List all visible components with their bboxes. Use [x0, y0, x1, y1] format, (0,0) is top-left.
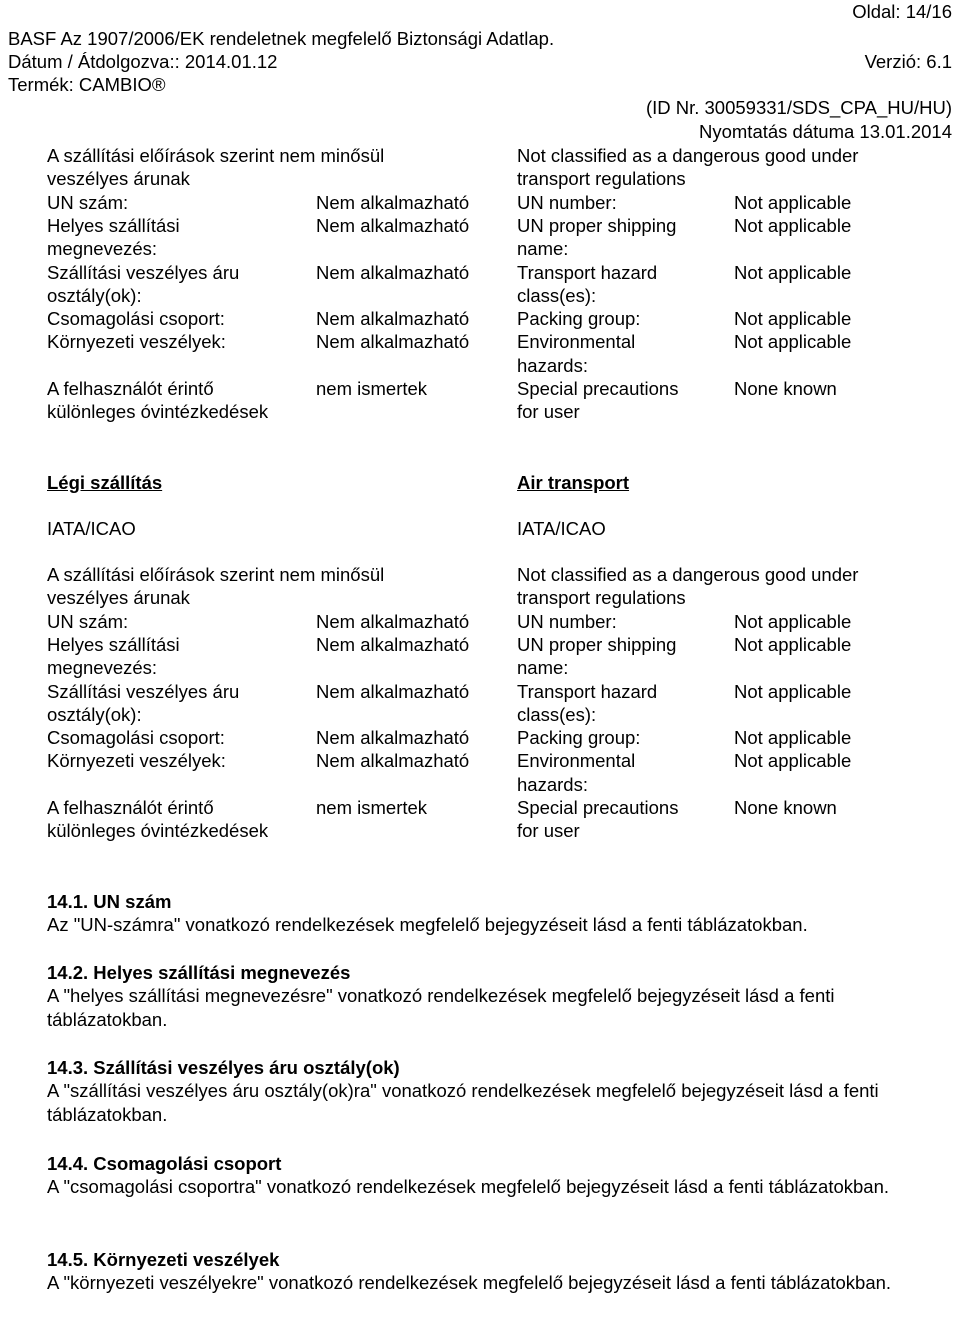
row-label-en: Packing group: [517, 727, 641, 749]
section-heading [47, 961, 350, 985]
row-label-hu: A felhasználót érintő [47, 797, 214, 818]
row-label-en: Transport hazard [517, 680, 658, 702]
row-value-en: Not applicable [734, 680, 852, 702]
row-value-en: Not applicable [734, 308, 852, 330]
row-value-hu: nem ismertek [316, 378, 428, 399]
row-label-hu: különleges óvintézkedések [47, 401, 269, 423]
row-value-hu: Nem alkalmazható [316, 750, 470, 772]
row-label-hu: UN szám: [47, 191, 129, 213]
row-value-en: Not applicable [734, 261, 852, 283]
intro-hu-line: veszélyes árunak [47, 587, 190, 609]
row-value-en: None known [734, 378, 837, 399]
row-label-en: for user [517, 401, 580, 423]
row-label-en: UN proper shipping [517, 214, 677, 236]
intro-en-line: Not classified as a dangerous good under [517, 145, 859, 166]
row-value-en: Not applicable [734, 191, 852, 213]
row-label-hu: Helyes szállítási [47, 214, 180, 236]
revision-date: Dátum / Átdolgozva:: 2014.01.12 [8, 51, 278, 72]
row-label-en: Transport hazard [517, 261, 658, 283]
intro-hu-line: A szállítási előírások szerint nem minősül [47, 145, 385, 166]
row-label-hu: különleges óvintézkedések [47, 820, 269, 842]
section-title: Csomagolási csoport [93, 1153, 282, 1174]
section-title: Szállítási veszélyes áru osztály(ok) [93, 1057, 400, 1078]
row-value-hu: Nem alkalmazható [316, 308, 470, 330]
section-text: A "szállítási veszélyes áru osztály(ok)ra" vonatkozó rendelkezések megfelelő bejegyzéseit lásd a fenti táblázatokban. [47, 1080, 879, 1125]
row-label-en: name: [517, 238, 569, 260]
row-label-en: Special precautions [517, 378, 679, 399]
section-heading [47, 1152, 281, 1176]
print-date: Nyomtatás dátuma 13.01.2014 [699, 121, 952, 142]
row-label-en: Special precautions [517, 797, 679, 818]
row-value-en: Not applicable [734, 633, 852, 655]
section-heading [47, 1248, 279, 1272]
row-value-hu: Nem alkalmazható [316, 633, 470, 655]
row-label-en: Environmental [517, 331, 636, 353]
row-label-en: for user [517, 820, 580, 842]
row-label-en: class(es): [517, 284, 597, 306]
section-heading [47, 890, 171, 914]
row-label-hu: Környezeti veszélyek: [47, 750, 226, 772]
row-label-hu: Csomagolási csoport: [47, 308, 225, 330]
row-value-en: None known [734, 797, 837, 818]
row-value-hu: Nem alkalmazható [316, 214, 470, 236]
version: Verzió: 6.1 [864, 51, 952, 72]
section-text: A "csomagolási csoportra" vonatkozó rendelkezések megfelelő bejegyzéseit lásd a fenti táblázatokban. [47, 1176, 890, 1198]
air-sub-en: IATA/ICAO [517, 518, 606, 539]
row-label-en: Packing group: [517, 308, 641, 330]
row-label-en: name: [517, 657, 569, 679]
page-number: Oldal: 14/16 [852, 1, 952, 22]
row-value-en: Not applicable [734, 727, 852, 749]
row-label-hu: Szállítási veszélyes áru [47, 680, 240, 702]
document-id: (ID Nr. 30059331/SDS_CPA_HU/HU) [645, 97, 952, 118]
row-value-hu: Nem alkalmazható [316, 261, 470, 283]
row-value-hu: Nem alkalmazható [316, 610, 470, 632]
row-value-en: Not applicable [734, 610, 852, 632]
row-label-hu: megnevezés: [47, 657, 158, 679]
row-label-en: UN proper shipping [517, 633, 677, 655]
row-value-hu: Nem alkalmazható [316, 680, 470, 702]
intro-en-line: transport regulations [517, 168, 686, 190]
row-value-hu: Nem alkalmazható [316, 191, 470, 213]
section-title: UN szám [93, 891, 172, 912]
row-label-en: Environmental [517, 750, 636, 772]
row-value-en: Not applicable [734, 750, 852, 772]
row-label-hu: osztály(ok): [47, 284, 142, 306]
intro-en-line: transport regulations [517, 587, 686, 609]
row-label-hu: Helyes szállítási [47, 633, 180, 655]
row-label-en: UN number: [517, 191, 617, 213]
row-label-en: UN number: [517, 610, 617, 632]
row-value-en: Not applicable [734, 331, 852, 353]
row-value-hu: Nem alkalmazható [316, 727, 470, 749]
section-number: 14.4. [47, 1153, 94, 1174]
document-title: BASF Az 1907/2006/EK rendeletnek megfelelő Biztonsági Adatlap. [8, 28, 555, 49]
row-label-hu: Környezeti veszélyek: [47, 331, 226, 353]
section-text: A "környezeti veszélyekre" vonatkozó rendelkezések megfelelő bejegyzéseit lásd a fenti táblázatokban. [47, 1272, 892, 1294]
air-heading-en: Air transport [517, 472, 630, 493]
row-label-hu: megnevezés: [47, 238, 158, 260]
row-label-hu: Szállítási veszélyes áru [47, 261, 240, 283]
row-label-en: hazards: [517, 354, 588, 376]
row-label-hu: osztály(ok): [47, 703, 142, 725]
row-value-hu: nem ismertek [316, 797, 428, 818]
section-number: 14.3. [47, 1057, 94, 1078]
intro-hu-line: veszélyes árunak [47, 168, 190, 190]
product-name: Termék: CAMBIO® [8, 74, 166, 95]
row-value-en: Not applicable [734, 214, 852, 236]
row-label-en: hazards: [517, 773, 588, 795]
intro-hu-line: A szállítási előírások szerint nem minősül [47, 564, 385, 585]
row-label-hu: A felhasználót érintő [47, 378, 214, 399]
air-heading-hu: Légi szállítás [47, 472, 163, 493]
row-label-hu: UN szám: [47, 610, 129, 632]
section-heading [47, 1056, 400, 1080]
air-sub-hu: IATA/ICAO [47, 518, 136, 539]
row-label-hu: Csomagolási csoport: [47, 727, 225, 749]
intro-en-line: Not classified as a dangerous good under [517, 564, 859, 585]
section-title: Helyes szállítási megnevezés [93, 962, 351, 983]
row-label-en: class(es): [517, 703, 597, 725]
section-title: Környezeti veszélyek [93, 1249, 280, 1270]
section-text: A "helyes szállítási megnevezésre" vonatkozó rendelkezések megfelelő bejegyzéseit lásd a fenti táblázatokban. [47, 985, 835, 1030]
section-number: 14.1. [47, 891, 94, 912]
section-text: Az "UN-számra" vonatkozó rendelkezések megfelelő bejegyzéseit lásd a fenti táblázatokban. [47, 914, 808, 936]
row-value-hu: Nem alkalmazható [316, 331, 470, 353]
section-number: 14.2. [47, 962, 94, 983]
section-number: 14.5. [47, 1249, 94, 1270]
